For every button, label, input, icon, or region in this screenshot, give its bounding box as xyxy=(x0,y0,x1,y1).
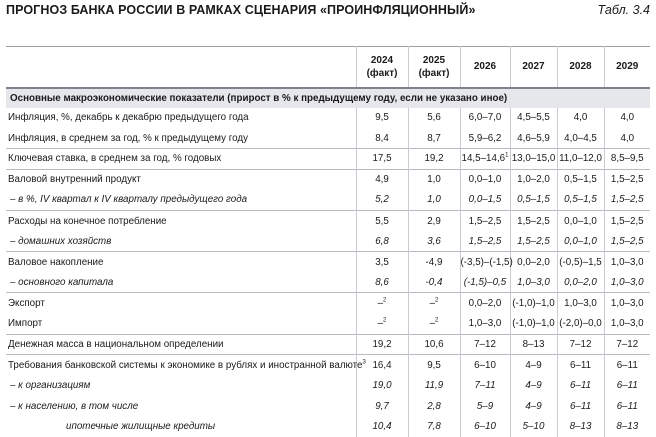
value-text: 1,0–3,0 xyxy=(468,317,502,329)
value-cell xyxy=(510,396,557,417)
value-cell xyxy=(356,252,408,273)
value-text: 10,4 xyxy=(372,421,392,433)
row-label xyxy=(6,334,356,355)
value-text: 6–10 xyxy=(474,421,496,433)
table-row xyxy=(6,416,650,437)
value-cell xyxy=(460,108,510,129)
value-text: 8–13 xyxy=(522,338,545,350)
value-text: 1,0–3,0 xyxy=(610,317,644,329)
value-cell xyxy=(510,293,557,314)
value-cell xyxy=(557,355,604,376)
value-cell xyxy=(604,293,650,314)
value-text: 11,0–12,0 xyxy=(559,153,602,165)
value-cell xyxy=(356,231,408,252)
row-label-text: Импорт xyxy=(8,317,43,329)
value-text: 7,8 xyxy=(427,421,441,433)
row-label-text: Валовое накопление xyxy=(8,256,104,268)
value-text: 1,5–2,5 xyxy=(610,174,644,186)
value-text: 6,0–7,0 xyxy=(468,112,502,124)
value-text: (-1,5)–0,5 xyxy=(463,276,507,288)
value-cell xyxy=(604,210,650,231)
row-label xyxy=(6,169,356,190)
value-cell xyxy=(356,334,408,355)
value-text: 8,6 xyxy=(375,276,389,288)
value-text: 7–11 xyxy=(474,380,496,392)
value-cell xyxy=(356,169,408,190)
value-text: 1,5–2,5 xyxy=(468,235,502,247)
value-text: 1,5–2,5 xyxy=(517,235,550,247)
value-text: 1,5–2,5 xyxy=(610,194,644,206)
table-row xyxy=(6,231,650,252)
row-label xyxy=(6,396,356,417)
value-text: 0,0–1,0 xyxy=(564,235,597,247)
value-text: 1,0 xyxy=(427,174,441,186)
value-text: 1,0–3,0 xyxy=(564,297,597,309)
value-cell xyxy=(557,128,604,149)
footnote-marker: 2 xyxy=(435,317,439,324)
value-cell xyxy=(408,416,460,437)
value-cell xyxy=(408,293,460,314)
table-row xyxy=(6,149,650,170)
value-cell xyxy=(510,108,557,129)
header-year-2025: 2025 (факт) xyxy=(408,47,460,88)
table-row xyxy=(6,108,650,129)
value-text: 3,6 xyxy=(427,235,441,247)
row-label xyxy=(6,355,366,376)
row-label-text: ипотечные жилищные кредиты xyxy=(66,421,216,433)
table-row xyxy=(6,272,650,293)
value-cell xyxy=(557,231,604,252)
row-label-text: – в %, IV квартал к IV кварталу предыдущего года xyxy=(10,194,248,206)
value-cell xyxy=(557,169,604,190)
table-row xyxy=(6,128,650,149)
row-label-text: Расходы на конечное потребление xyxy=(8,215,167,227)
table-number: Табл. 3.4 xyxy=(597,3,650,17)
value-text: 13,0–15,0 xyxy=(511,153,556,165)
value-cell xyxy=(604,396,650,417)
value-cell xyxy=(460,272,510,293)
footnote-marker: 1 xyxy=(505,153,509,160)
value-cell xyxy=(557,272,604,293)
value-cell xyxy=(604,272,650,293)
value-text: 6–11 xyxy=(569,380,592,392)
footnote-marker: 2 xyxy=(383,317,387,324)
value-text: 9,5 xyxy=(427,359,441,371)
value-cell xyxy=(460,149,510,170)
value-cell xyxy=(356,375,408,396)
value-text: 19,2 xyxy=(372,338,392,350)
value-text: 4,0 xyxy=(620,112,635,124)
value-cell xyxy=(510,252,557,273)
value-cell xyxy=(408,313,460,334)
value-cell xyxy=(604,313,650,334)
value-cell xyxy=(408,169,460,190)
value-cell xyxy=(356,149,408,170)
value-text: 11,9 xyxy=(424,380,444,392)
value-text: 6,8 xyxy=(375,235,389,247)
value-cell xyxy=(460,169,510,190)
value-text: 0,0–2,0 xyxy=(564,276,597,288)
value-text: 7–12 xyxy=(616,338,639,350)
value-text: 5,6 xyxy=(427,112,441,124)
value-cell xyxy=(604,334,650,355)
value-text: 6–11 xyxy=(569,400,592,412)
row-label xyxy=(6,231,356,252)
table-row xyxy=(6,190,650,211)
value-text: – xyxy=(377,317,384,329)
value-text: 5,2 xyxy=(375,194,389,206)
table-row xyxy=(6,169,650,190)
row-label xyxy=(6,252,356,273)
section-header-row xyxy=(6,88,650,108)
table-row xyxy=(6,334,650,355)
value-cell xyxy=(557,210,604,231)
row-label xyxy=(6,210,356,231)
value-text: 1,0–3,0 xyxy=(610,256,644,268)
row-label-text: Валовой внутренний продукт xyxy=(8,174,141,186)
value-text: 5,5 xyxy=(375,215,389,227)
value-text: 6–11 xyxy=(616,359,638,371)
value-cell xyxy=(460,375,510,396)
value-text: 0,5–1,5 xyxy=(564,194,597,206)
value-text: 1,5–2,5 xyxy=(468,215,502,227)
row-label-text: Инфляция, в среднем за год, % к предыдущему году xyxy=(8,132,248,144)
table-row xyxy=(6,375,650,396)
value-cell xyxy=(408,252,460,273)
value-text: 4–9 xyxy=(525,359,542,371)
value-text: 6–11 xyxy=(616,400,638,412)
value-cell xyxy=(510,169,557,190)
value-cell xyxy=(510,210,557,231)
row-label xyxy=(6,313,356,334)
row-label xyxy=(6,128,356,149)
value-cell xyxy=(557,334,604,355)
value-cell xyxy=(460,190,510,211)
value-text: 6–11 xyxy=(569,359,592,371)
value-text: 4,6–5,9 xyxy=(517,132,550,144)
value-cell xyxy=(460,355,510,376)
value-text: 0,0–1,0 xyxy=(468,174,502,186)
table-row xyxy=(6,313,650,334)
value-cell xyxy=(557,108,604,129)
value-text: 5,9–6,2 xyxy=(468,132,502,144)
value-text: 5–9 xyxy=(476,400,494,412)
table-row xyxy=(6,293,650,314)
row-label-text: Экспорт xyxy=(8,297,45,309)
value-cell xyxy=(604,355,650,376)
value-cell xyxy=(356,128,408,149)
value-cell xyxy=(460,396,510,417)
value-cell xyxy=(408,355,460,376)
header-year-2029: 2029 xyxy=(604,47,650,88)
value-text: 7–12 xyxy=(569,338,592,350)
value-text: (-1,0)–1,0 xyxy=(512,297,555,309)
value-text: 4–9 xyxy=(525,400,542,412)
value-text: 2,8 xyxy=(427,400,441,412)
value-text: (-2,0)–0,0 xyxy=(559,317,602,329)
value-cell xyxy=(408,375,460,396)
value-cell xyxy=(408,108,460,129)
value-cell xyxy=(510,416,557,437)
value-cell xyxy=(460,128,510,149)
header-year-2028: 2028 xyxy=(557,47,604,88)
value-cell xyxy=(557,396,604,417)
value-cell xyxy=(604,128,650,149)
value-cell xyxy=(408,190,460,211)
value-cell xyxy=(510,272,557,293)
value-cell xyxy=(460,293,510,314)
value-cell xyxy=(460,416,510,437)
value-cell xyxy=(408,149,460,170)
value-cell xyxy=(510,375,557,396)
value-text: 10,6 xyxy=(424,338,444,350)
row-label-text: – основного капитала xyxy=(10,276,114,288)
value-cell xyxy=(460,231,510,252)
value-text: 0,0–2,0 xyxy=(468,297,502,309)
value-text: 1,0–3,0 xyxy=(610,276,644,288)
value-cell xyxy=(557,416,604,437)
value-text: 16,4 xyxy=(372,359,392,371)
value-text: 19,0 xyxy=(372,380,392,392)
value-text: (-1,0)–1,0 xyxy=(512,317,555,329)
header-year-2026: 2026 xyxy=(460,47,510,88)
table-row xyxy=(6,355,650,376)
value-text: 2,9 xyxy=(427,215,441,227)
value-cell xyxy=(460,334,510,355)
value-text: 4–9 xyxy=(525,380,542,392)
row-label-text: – домашних хозяйств xyxy=(10,235,112,247)
value-text: 8,5–9,5 xyxy=(610,153,644,165)
value-cell xyxy=(604,190,650,211)
value-cell xyxy=(356,210,408,231)
value-cell xyxy=(356,416,408,437)
value-cell xyxy=(557,190,604,211)
value-cell xyxy=(557,375,604,396)
value-cell xyxy=(510,190,557,211)
value-text: 19,2 xyxy=(424,153,444,165)
value-cell xyxy=(460,210,510,231)
value-text: 0,0–2,0 xyxy=(517,256,550,268)
forecast-table xyxy=(6,46,650,437)
value-text: 5–10 xyxy=(522,421,545,433)
value-text: 17,5 xyxy=(372,153,392,165)
table-row xyxy=(6,396,650,417)
value-text: -0,4 xyxy=(425,276,443,288)
value-text: 0,5–1,5 xyxy=(564,174,597,186)
value-cell xyxy=(460,252,513,273)
row-label xyxy=(6,272,356,293)
value-text: 8,4 xyxy=(375,132,389,144)
row-label-text: Инфляция, %, декабрь к декабрю предыдущего года xyxy=(8,112,249,124)
header-year-2027: 2027 xyxy=(510,47,557,88)
value-cell xyxy=(356,108,408,129)
value-text: 1,5–2,5 xyxy=(517,215,550,227)
value-text: 4,0 xyxy=(620,132,635,144)
value-cell xyxy=(604,231,650,252)
value-cell xyxy=(408,231,460,252)
table-title: ПРОГНОЗ БАНКА РОССИИ В РАМКАХ СЦЕНАРИЯ «ПРОИНФЛЯЦИОННЫЙ» xyxy=(6,3,476,17)
header-year-2024: 2024 (факт) xyxy=(356,47,408,88)
value-text: 6–10 xyxy=(474,359,496,371)
value-text: 8,7 xyxy=(427,132,441,144)
table-row xyxy=(6,252,650,273)
value-cell xyxy=(604,108,650,129)
value-text: – xyxy=(429,317,436,329)
value-cell xyxy=(510,231,557,252)
value-text: 8–13 xyxy=(569,421,592,433)
value-text: 1,5–2,5 xyxy=(610,235,644,247)
value-text: 0,0–1,5 xyxy=(468,194,502,206)
row-label-text: Требования банковской системы к экономике в рублях и иностранной валюте xyxy=(8,359,363,371)
value-cell xyxy=(408,210,460,231)
value-text: 4,9 xyxy=(375,174,389,186)
value-cell xyxy=(408,396,460,417)
value-text: 3,5 xyxy=(375,256,389,268)
value-text: 0,0–1,0 xyxy=(564,215,597,227)
value-text: 1,0–3,0 xyxy=(517,276,550,288)
value-cell xyxy=(510,355,557,376)
value-cell xyxy=(557,313,604,334)
value-text: 6–11 xyxy=(616,380,638,392)
value-text: 1,0 xyxy=(427,194,441,206)
header-label-cell xyxy=(6,47,356,88)
value-text: – xyxy=(429,297,436,309)
value-cell xyxy=(356,190,408,211)
table-row xyxy=(6,210,650,231)
value-text: 4,0–4,5 xyxy=(564,132,597,144)
value-text: 4,0 xyxy=(573,112,588,124)
row-label xyxy=(6,416,356,437)
row-label-text: Ключевая ставка, в среднем за год, % годовых xyxy=(8,153,222,165)
footnote-marker: 2 xyxy=(435,297,439,304)
value-cell xyxy=(510,313,557,334)
value-text: -4,9 xyxy=(425,256,443,268)
section-title: Основные макроэкономические показатели (прирост в % к предыдущему году, если не указано иное) xyxy=(10,92,508,104)
value-cell xyxy=(557,252,604,273)
value-text: 1,0–2,0 xyxy=(517,174,550,186)
value-cell xyxy=(604,169,650,190)
value-text: 14,5–14,6 xyxy=(461,153,506,165)
value-cell xyxy=(356,293,408,314)
value-text: 7–12 xyxy=(474,338,496,350)
row-label-text: – к организациям xyxy=(10,380,91,392)
value-cell xyxy=(604,252,650,273)
value-cell xyxy=(510,128,557,149)
value-cell xyxy=(356,313,408,334)
header-row xyxy=(6,47,650,88)
row-label xyxy=(6,108,356,129)
value-cell xyxy=(408,334,460,355)
value-text: 4,5–5,5 xyxy=(517,112,550,124)
value-text: (-3,5)–(-1,5) xyxy=(460,256,513,268)
value-cell xyxy=(604,375,650,396)
value-cell xyxy=(510,149,557,170)
value-cell xyxy=(557,149,604,170)
value-text: (-0,5)–1,5 xyxy=(559,256,602,268)
row-label xyxy=(6,149,356,170)
row-label-text: – к населению, в том числе xyxy=(10,400,139,412)
row-label xyxy=(6,293,356,314)
value-cell xyxy=(356,272,408,293)
value-text: 9,5 xyxy=(375,112,389,124)
value-cell xyxy=(510,334,557,355)
value-cell xyxy=(408,128,460,149)
footnote-marker: 3 xyxy=(362,359,366,366)
value-text: 8–13 xyxy=(616,421,639,433)
value-cell xyxy=(460,313,510,334)
row-label xyxy=(6,375,356,396)
value-cell xyxy=(356,396,408,417)
row-label-text: Денежная масса в национальном определении xyxy=(8,338,224,350)
value-text: 1,0–3,0 xyxy=(610,297,644,309)
row-label xyxy=(6,190,356,211)
value-cell xyxy=(604,416,650,437)
value-cell xyxy=(557,293,604,314)
value-text: 9,7 xyxy=(375,400,389,412)
value-cell xyxy=(408,272,460,293)
value-text: 1,5–2,5 xyxy=(610,215,644,227)
value-text: – xyxy=(377,297,384,309)
footnote-marker: 2 xyxy=(383,297,387,304)
value-cell xyxy=(604,149,650,170)
value-text: 0,5–1,5 xyxy=(517,194,550,206)
